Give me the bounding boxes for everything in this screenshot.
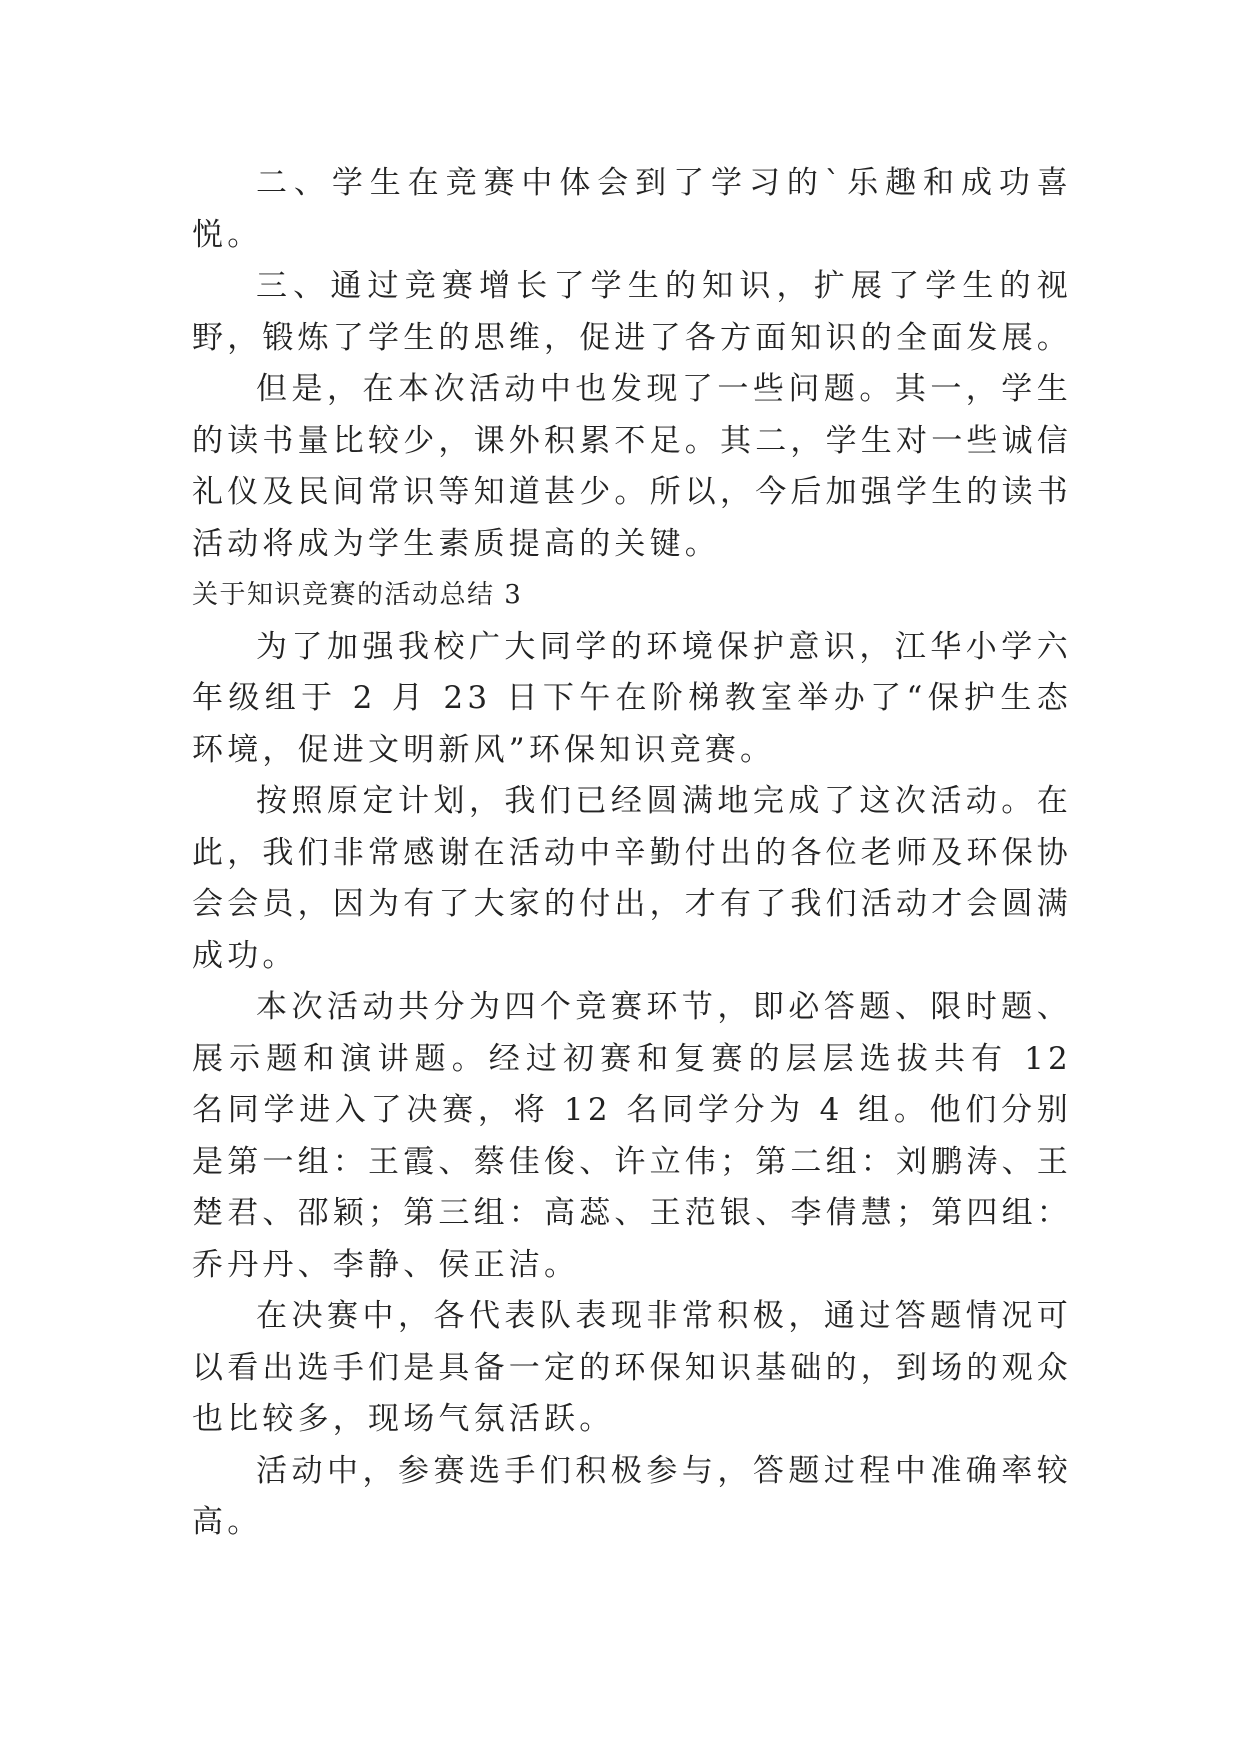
paragraph: 本次活动共分为四个竞赛环节，即必答题、限时题、展示题和演讲题。经过初赛和复赛的层层选拔共有 12 名同学进入了决赛，将 12 名同学分为 4 组。他们分别是第一组：王霞、蔡佳俊、许立伟；第二组：刘鹏涛、王楚君、邵颖；第三组：高蕊、王范银、李倩慧；第四组：乔丹丹、李静、侯正洁。 [192, 989, 1072, 1283]
paragraph: 为了加强我校广大同学的环境保护意识，江华小学六年级组于 2 月 23 日下午在阶梯教室举办了“保护生态环境，促进文明新风”环保知识竞赛。 [192, 628, 1072, 768]
paragraph: 活动中，参赛选手们积极参与，答题过程中准确率较高。 [192, 1452, 1072, 1540]
paragraph: 二、学生在竞赛中体会到了学习的`乐趣和成功喜悦。 [192, 165, 1072, 253]
paragraph: 在决赛中，各代表队表现非常积极，通过答题情况可以看出选手们是具备一定的环保知识基础的，到场的观众也比较多，现场气氛活跃。 [192, 1298, 1072, 1437]
document-body [192, 158, 1072, 1549]
paragraph: 三、通过竞赛增长了学生的知识，扩展了学生的视野，锻炼了学生的思维，促进了各方面知识的全面发展。 [192, 268, 1072, 356]
paragraph: 但是，在本次活动中也发现了一些问题。其一，学生的读书量比较少，课外积累不足。其二，学生对一些诚信礼仪及民间常识等知道甚少。所以，今后加强学生的读书活动将成为学生素质提高的关键。 [192, 371, 1072, 562]
paragraph: 按照原定计划，我们已经圆满地完成了这次活动。在此，我们非常感谢在活动中辛勤付出的各位老师及环保协会会员，因为有了大家的付出，才有了我们活动才会圆满成功。 [192, 783, 1072, 974]
section-title: 关于知识竞赛的活动总结 3 [192, 580, 523, 610]
